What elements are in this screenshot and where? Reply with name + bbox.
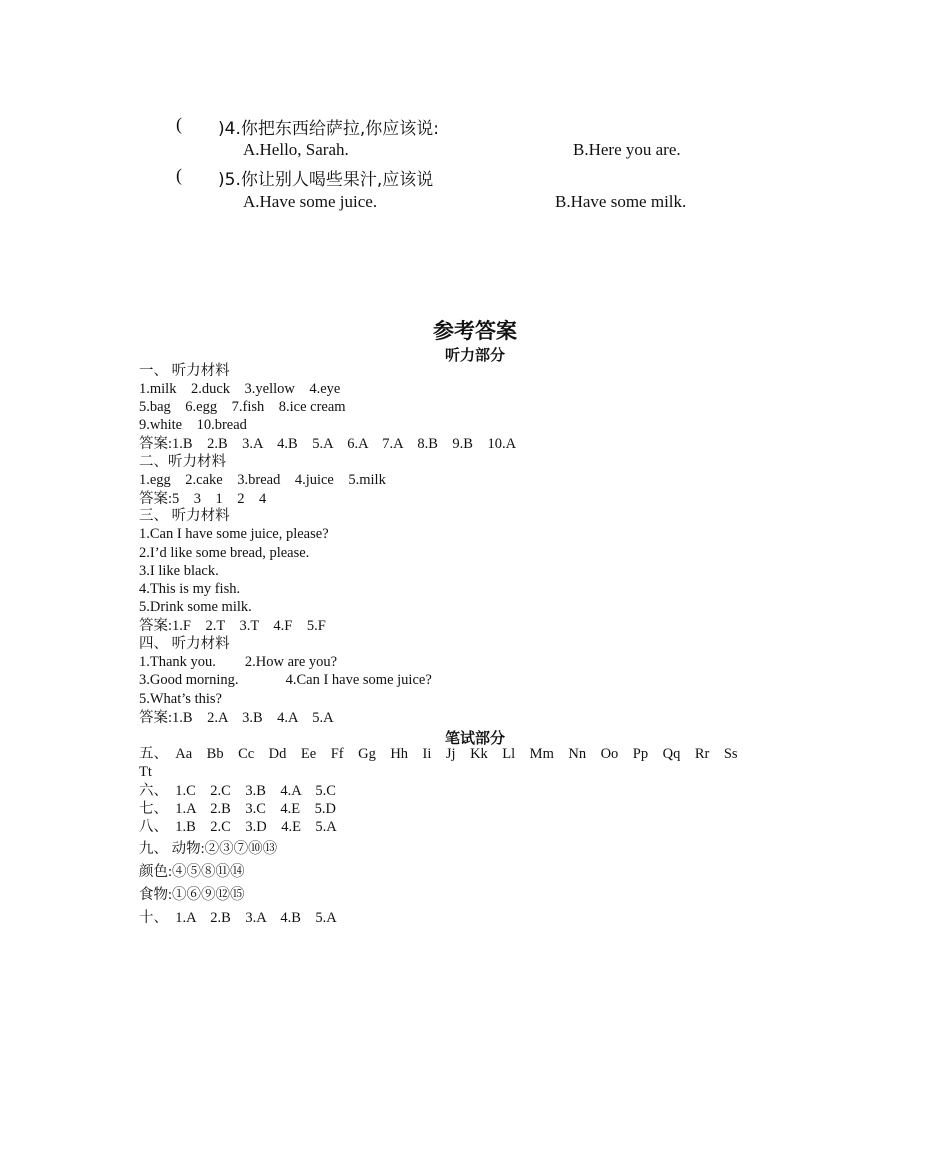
answer-line: 5.bag 6.egg 7.fish 8.ice cream xyxy=(139,399,346,415)
question-5-text: )5.你让别人喝些果汁,应该说 xyxy=(218,170,434,190)
question-4-option-a: A.Hello, Sarah. xyxy=(243,140,349,159)
answer-line: 4.This is my fish. xyxy=(139,581,241,597)
answer-line: 1.Can I have some juice, please? xyxy=(139,526,329,542)
answer-line: 答案:1.B 2.B 3.A 4.B 5.A 6.A 7.A 8.B 9.B 10.A xyxy=(139,436,517,452)
answer-key-title: 参考答案 xyxy=(433,319,517,343)
question-4-text: )4.你把东西给萨拉,你应该说: xyxy=(218,119,439,139)
answer-line: 九、 动物:②③⑦⑩⑬ xyxy=(139,841,278,857)
answer-line: 三、 听力材料 xyxy=(139,508,230,524)
answer-line: 1.milk 2.duck 3.yellow 4.eye xyxy=(139,381,341,397)
answer-line: 十、 1.A 2.B 3.A 4.B 5.A xyxy=(139,910,337,926)
answer-line: 3.I like black. xyxy=(139,563,219,579)
answer-line: 2.I’d like some bread, please. xyxy=(139,545,310,561)
answer-line: 食物:①⑥⑨⑫⑮ xyxy=(139,887,245,903)
answer-line: Tt xyxy=(139,764,152,780)
question-5-option-a: A.Have some juice. xyxy=(243,192,378,211)
answer-line: 七、 1.A 2.B 3.C 4.E 5.D xyxy=(139,801,336,817)
answer-line: 答案:5 3 1 2 4 xyxy=(139,491,267,507)
question-4-paren: ( xyxy=(176,114,182,134)
answer-line: 一、 听力材料 xyxy=(139,363,230,379)
answer-line: 3.Good morning. 4.Can I have some juice? xyxy=(139,672,432,688)
listening-section-heading: 听力部分 xyxy=(444,348,505,364)
answer-line: 五、 Aa Bb Cc Dd Ee Ff Gg Hh Ii Jj Kk Ll Mm Nn Oo Pp Qq Rr Ss xyxy=(139,746,738,762)
answer-line: 9.white 10.bread xyxy=(139,417,247,433)
question-5-paren: ( xyxy=(176,165,182,185)
answer-line: 颜色:④⑤⑧⑪⑭ xyxy=(139,864,245,880)
answer-line: 1.Thank you. 2.How are you? xyxy=(139,654,338,670)
question-5-option-b: B.Have some milk. xyxy=(555,192,687,211)
answer-line: 八、 1.B 2.C 3.D 4.E 5.A xyxy=(139,819,337,835)
answer-line: 答案:1.F 2.T 3.T 4.F 5.F xyxy=(139,618,326,634)
answer-line: 六、 1.C 2.C 3.B 4.A 5.C xyxy=(139,783,336,799)
writing-section-heading: 笔试部分 xyxy=(444,731,505,747)
answer-line: 5.What’s this? xyxy=(139,691,222,707)
question-4-option-b: B.Here you are. xyxy=(573,140,681,159)
answer-line: 1.egg 2.cake 3.bread 4.juice 5.milk xyxy=(139,472,386,488)
answer-line: 四、 听力材料 xyxy=(139,636,230,652)
answer-line: 二、听力材料 xyxy=(139,454,226,470)
answer-line: 答案:1.B 2.A 3.B 4.A 5.A xyxy=(139,710,334,726)
answer-line: 5.Drink some milk. xyxy=(139,599,252,615)
